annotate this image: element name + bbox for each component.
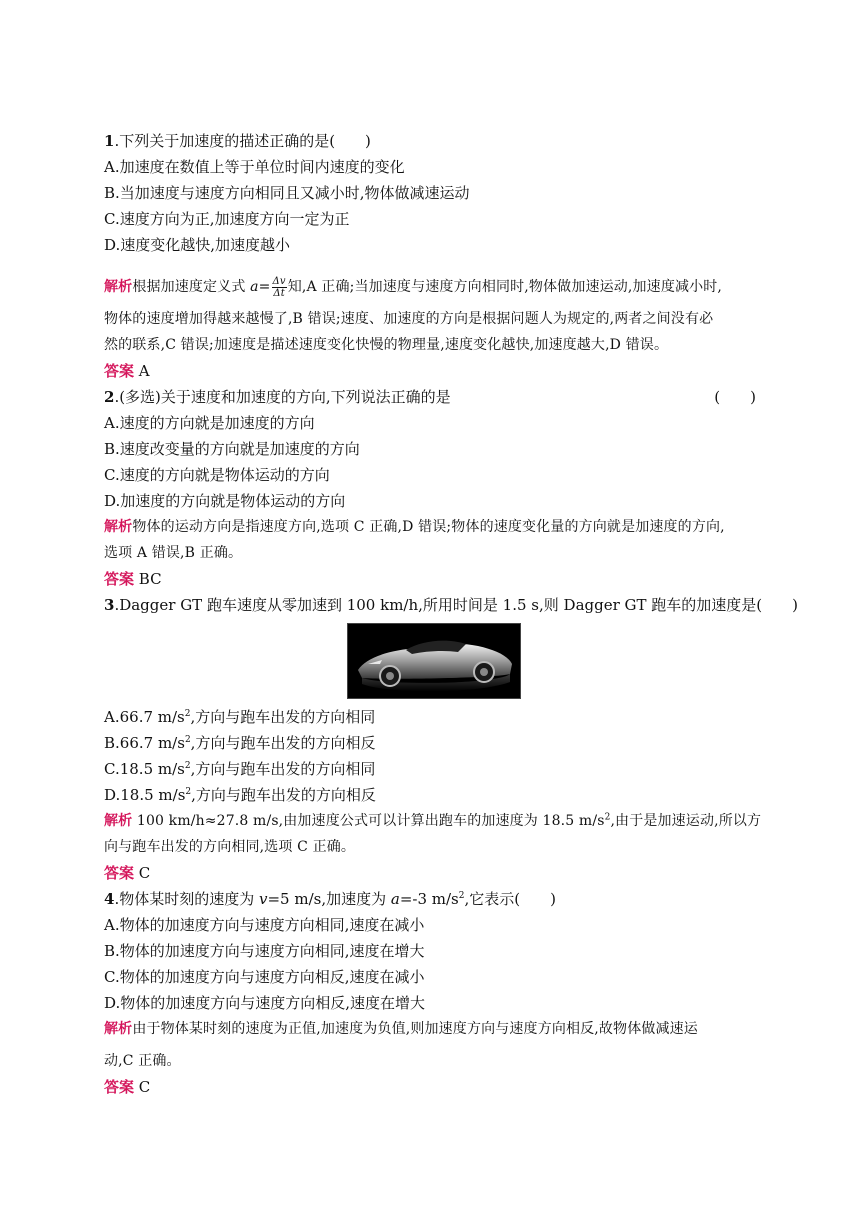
sports-car-image bbox=[347, 623, 521, 699]
question-2-analysis-line-2: 选项 A 错误,B 正确。 bbox=[104, 545, 243, 561]
worksheet bbox=[104, 128, 798, 1100]
question-4-answer: 答案 C bbox=[104, 1078, 151, 1096]
question-1-answer: 答案 A bbox=[104, 362, 150, 380]
question-2-option-b: B.速度改变量的方向就是加速度的方向 bbox=[104, 440, 360, 458]
question-4-option-c: C.物体的加速度方向与速度方向相反,速度在减小 bbox=[104, 968, 425, 986]
question-2-analysis-line-1: 解析物体的运动方向是指速度方向,选项 C 正确,D 错误;物体的速度变化量的方向就是加速度的方向, bbox=[104, 519, 725, 535]
question-3-option-b: B.66.7 $m/s^2$,方向与跑车出发的方向相反 bbox=[104, 734, 376, 752]
question-3-option-a: A.66.7 $m/s^2$,方向与跑车出发的方向相同 bbox=[104, 708, 376, 726]
question-1-option-a: A.加速度在数值上等于单位时间内速度的变化 bbox=[104, 158, 405, 176]
question-1-analysis-line-2: 物体的速度增加得越来越慢了,B 错误;速度、加速度的方向是根据问题人为规定的,两者之间没有必 bbox=[104, 311, 714, 327]
question-3-option-d: D.18.5 $m/s^2$,方向与跑车出发的方向相反 bbox=[104, 786, 376, 804]
question-2-option-d: D.加速度的方向就是物体运动的方向 bbox=[104, 492, 346, 510]
question-2-answer: 答案 BC bbox=[104, 570, 162, 588]
question-1-stem: 1.下列关于加速度的描述正确的是( ) bbox=[104, 132, 371, 150]
question-3-stem: 3.Dagger GT 跑车速度从零加速到 100 km/h,所用时间是 1.5 s,则 Dagger GT 跑车的加速度是( ) bbox=[104, 596, 798, 614]
question-1-option-d: D.速度变化越快,加速度越小 bbox=[104, 236, 291, 254]
question-2-option-c: C.速度的方向就是物体运动的方向 bbox=[104, 466, 330, 484]
question-4-option-b: B.物体的加速度方向与速度方向相同,速度在增大 bbox=[104, 942, 425, 960]
answer-paren: ( ) bbox=[714, 388, 756, 406]
question-1-option-c: C.速度方向为正,加速度方向一定为正 bbox=[104, 210, 350, 228]
question-4-stem: 4.物体某时刻的速度为 v=5 m/s,加速度为 a=-3 $m/s^2$,它表示( ) bbox=[104, 890, 556, 908]
car-image-container bbox=[104, 620, 764, 702]
delta-v-over-delta-t-fraction: $\frac{\Delta v}{\Delta t}$ bbox=[272, 275, 286, 299]
question-4-analysis-line-1: 解析由于物体某时刻的速度为正值,加速度为负值,则加速度方向与速度方向相反,故物体做减速运 bbox=[104, 1021, 698, 1037]
question-3-answer: 答案 C bbox=[104, 864, 151, 882]
question-1-analysis-line-3: 然的联系,C 错误;加速度是描述速度变化快慢的物理量,速度变化越快,加速度越大,D 错误。 bbox=[104, 337, 669, 353]
question-3-option-c: C.18.5 $m/s^2$,方向与跑车出发的方向相同 bbox=[104, 760, 376, 778]
question-4-analysis-line-2: 动,C 正确。 bbox=[104, 1053, 181, 1069]
question-1-option-b: B.当加速度与速度方向相同且又减小时,物体做减速运动 bbox=[104, 184, 470, 202]
question-4-option-a: A.物体的加速度方向与速度方向相同,速度在减小 bbox=[104, 916, 425, 934]
question-3-analysis-line-2: 向与跑车出发的方向相同,选项 C 正确。 bbox=[104, 839, 356, 855]
question-4-option-d: D.物体的加速度方向与速度方向相反,速度在增大 bbox=[104, 994, 426, 1012]
question-2-option-a: A.速度的方向就是加速度的方向 bbox=[104, 414, 315, 432]
question-1-analysis-line-1: 解析根据加速度定义式 a= $\frac{\Delta v}{\Delta t}$ 知,A 正确;当加速度与速度方向相同时,物体做加速运动,加速度减小时, bbox=[104, 275, 723, 299]
question-2-stem: 2.(多选)关于速度和加速度的方向,下列说法正确的是 ( ) bbox=[104, 384, 764, 410]
question-3-analysis-line-1: 解析 100 km/h≈27.8 m/s,由加速度公式可以计算出跑车的加速度为 18.5 $m/s^2$,由于是加速运动,所以方 bbox=[104, 812, 762, 829]
